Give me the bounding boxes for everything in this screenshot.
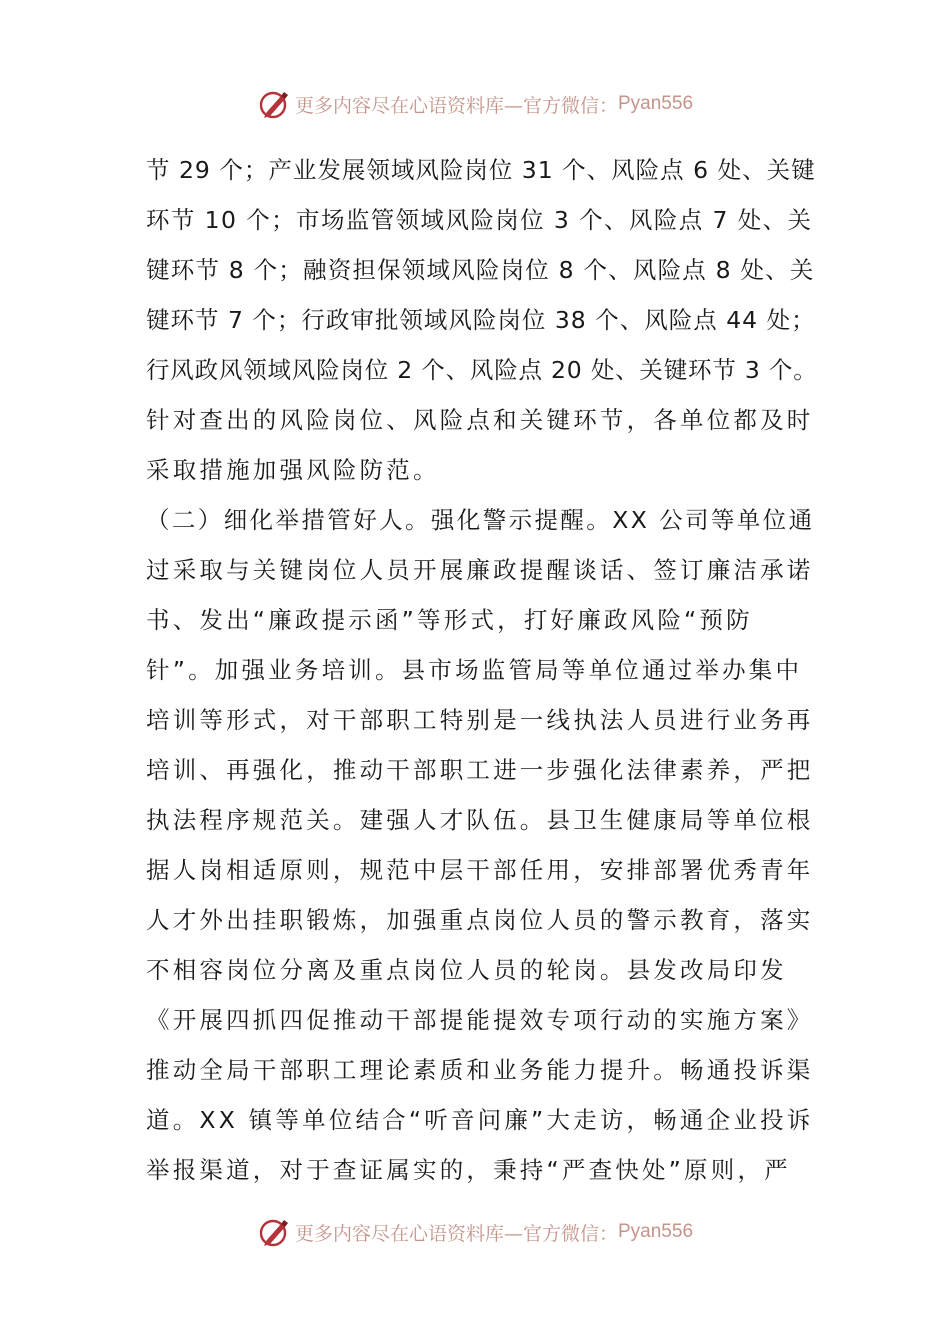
pen-logo-icon bbox=[257, 87, 291, 121]
text-line: 不相容岗位分离及重点岗位人员的轮岗。县发改局印发 bbox=[146, 956, 787, 984]
text-line: 键环节 8 个；融资担保领域风险岗位 8 个、风险点 8 处、关 bbox=[146, 256, 815, 284]
text-line: 推动全局干部职工理论素质和业务能力提升。畅通投诉渠 bbox=[146, 1056, 814, 1084]
text-line: 人才外出挂职锻炼，加强重点岗位人员的警示教育，落实 bbox=[146, 906, 814, 934]
watermark-wechat-id: Pyan556 bbox=[618, 1221, 694, 1242]
text-line: 书、发出“廉政提示函”等形式，打好廉政风险“预防 bbox=[146, 606, 753, 634]
text-line: 培训等形式，对干部职工特别是一线执法人员进行业务再 bbox=[146, 706, 814, 734]
text-line: 道。XX 镇等单位结合“听音问廉”大走访，畅通企业投诉 bbox=[146, 1106, 814, 1134]
text-line: 键环节 7 个；行政审批领域风险岗位 38 个、风险点 44 处； bbox=[146, 306, 816, 334]
text-line: 执法程序规范关。建强人才队伍。县卫生健康局等单位根 bbox=[146, 806, 814, 834]
text-line: 培训、再强化，推动干部职工进一步强化法律素养，严把 bbox=[146, 756, 814, 784]
text-line: 据人岗相适原则，规范中层干部任用，安排部署优秀青年 bbox=[146, 856, 814, 884]
watermark-text: 更多内容尽在心语资料库—官方微信： bbox=[294, 1222, 618, 1245]
text-line: 环节 10 个；市场监管领域风险岗位 3 个、风险点 7 处、关 bbox=[146, 206, 813, 234]
watermark-wechat-id: Pyan556 bbox=[618, 93, 694, 114]
text-line: 举报渠道，对于查证属实的，秉持“严查快处”原则，严 bbox=[146, 1156, 791, 1184]
document-body bbox=[146, 145, 816, 1195]
text-line: 过采取与关键岗位人员开展廉政提醒谈话、签订廉洁承诺 bbox=[146, 556, 814, 584]
text-line: （二）细化举措管好人。强化警示提醒。XX 公司等单位通 bbox=[146, 506, 815, 534]
text-line: 采取措施加强风险防范。 bbox=[146, 456, 440, 484]
header-watermark bbox=[0, 84, 950, 124]
text-line: 行风政风领域风险岗位 2 个、风险点 20 处、关键环节 3 个。 bbox=[146, 356, 818, 384]
watermark-text: 更多内容尽在心语资料库—官方微信： bbox=[294, 94, 618, 117]
pen-logo-icon bbox=[257, 1215, 291, 1249]
text-line: 针”。加强业务培训。县市场监管局等单位通过举办集中 bbox=[146, 656, 803, 684]
text-line: 《开展四抓四促推动干部提能提效专项行动的实施方案》 bbox=[146, 1006, 814, 1034]
text-line: 节 29 个；产业发展领域风险岗位 31 个、风险点 6 处、关键 bbox=[146, 156, 816, 184]
footer-watermark bbox=[0, 1212, 950, 1252]
text-line: 针对查出的风险岗位、风险点和关键环节，各单位都及时 bbox=[146, 406, 814, 434]
